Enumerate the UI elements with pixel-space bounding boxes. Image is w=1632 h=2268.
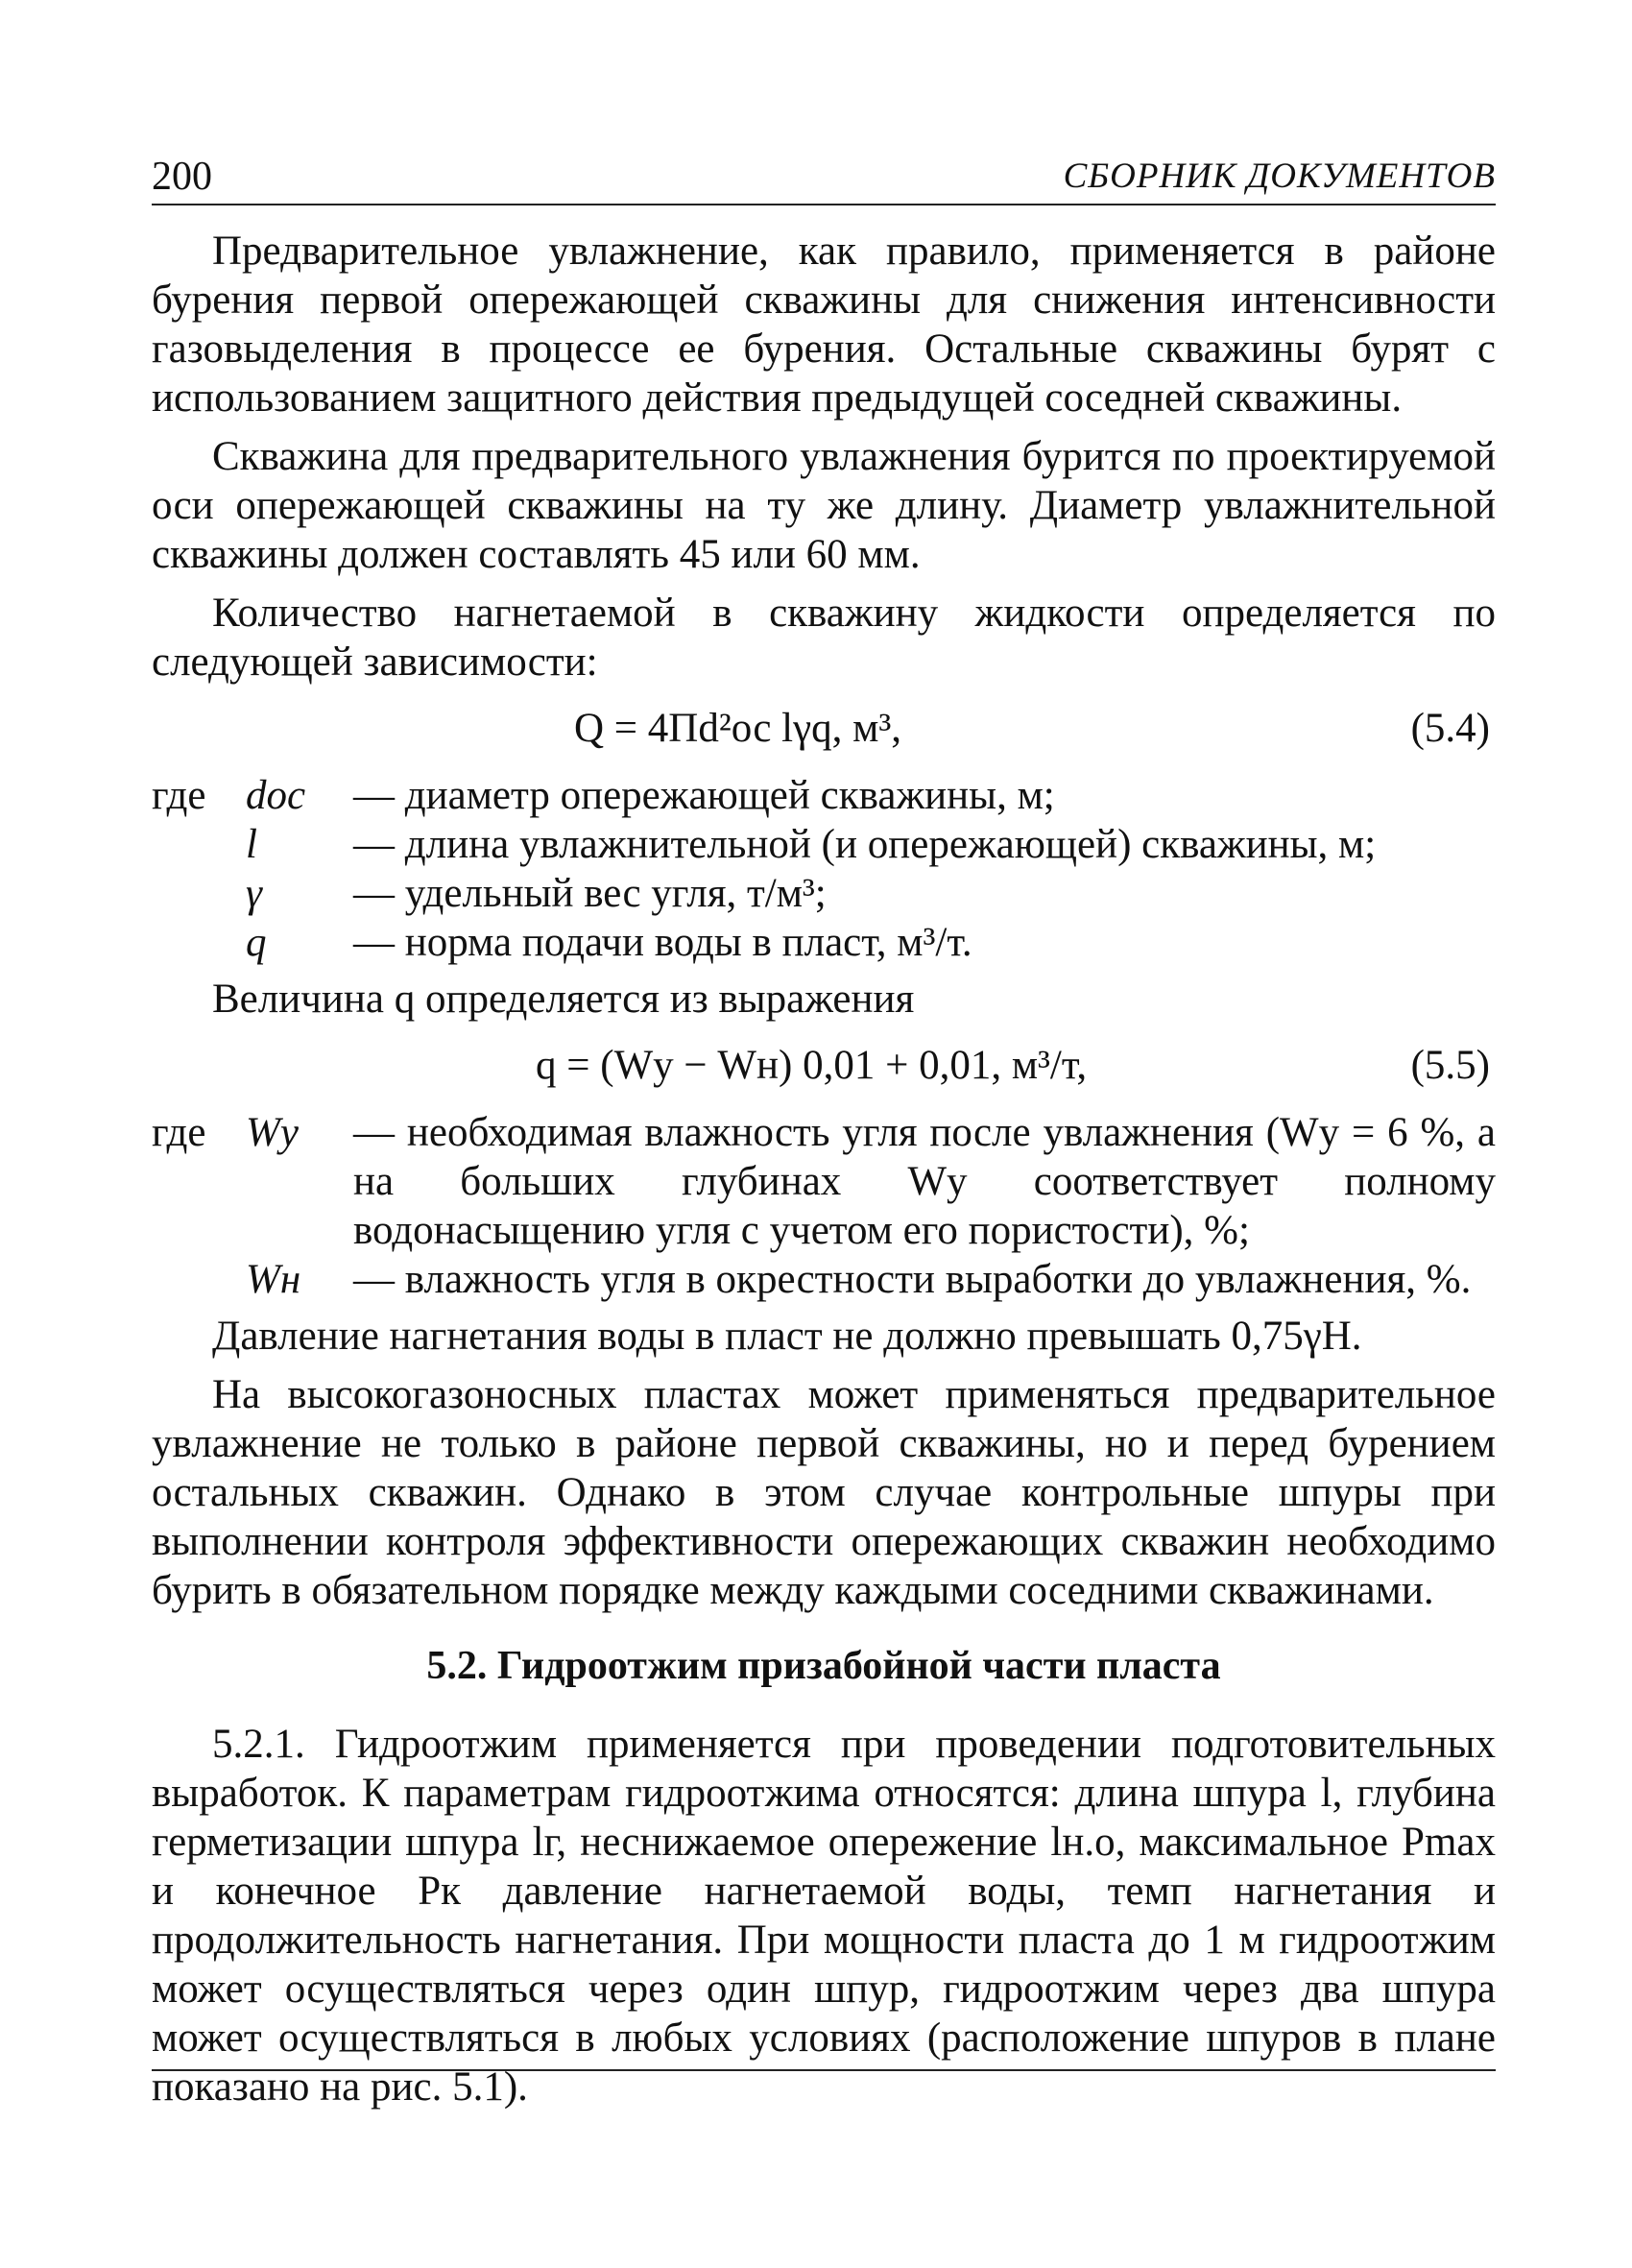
paragraph-1: Предварительное увлажнение, как правило, применяется в районе бурения первой опережающей скважины для снижения интенсивности газовыделения в процессе ее бурения. Остальные скважины бурят с использованием защитного действия предыдущей соседней скважины. [152,229,1496,421]
legend-row [152,1255,1496,1304]
page-header [152,144,1496,205]
document-page [152,144,1496,2121]
paragraph-2: Скважина для предварительного увлажнения бурится по проектируемой оси опережающей скважины на ту же длину. Диаметр увлажнительной скважины должен составлять 45 или 60 мм. [152,434,1496,577]
bottom-rule [152,2069,1496,2071]
paragraph-7: 5.2.1. Гидроотжим применяется при проведении подготовительных выработок. К параметрам гидроотжима относятся: длина шпура l, глубина герметизации шпура lг, неснижаемое опережение lн.о, максимальное Pmax и конечное Pк давление нагнетаемой воды, темп нагнетания и продолжительность нагнетания. При мощности пласта до 1 м гидроотжим может осуществляться через один шпур, гидроотжим через два шпура может осуществляться в любых условиях (расположение шпуров в плане показано на рис. 5.1). [152,1722,1496,2110]
formula-5-4 [152,696,1496,763]
formula-5-5-number: (5.5) [1410,1043,1490,1088]
running-title: СБОРНИК ДОКУМЕНТОВ [1063,157,1496,196]
legend-description: — необходимая влажность угля после увлажнения (Wу = 6 %, а на больших глубинах Wу соответствует полному водонасыщению угля с учетом его пористости), %; [353,1110,1496,1253]
legend-row [152,1108,1496,1255]
legend-formula-5-5 [152,1108,1496,1304]
legend-description: — длина увлажнительной (и опережающей) скважины, м; [353,822,1377,867]
legend-where [152,1255,228,1304]
page-body [152,227,1496,2111]
section-heading: 5.2. Гидроотжим призабойной части пласта [426,1644,1221,1688]
legend-symbol: l [246,822,257,867]
formula-5-4-expression: Q = 4Пd²ос lγq, м³, [574,706,901,751]
paragraph-6: На высокогазоносных пластах может применяться предварительное увлажнение не только в районе первой скважины, но и перед бурением остальных скважин. Однако в этом случае контрольные шпуры при выполнении контроля эффективности опережающих скважин необходимо бурить в обязательном порядке между каждыми соседними скважинами. [152,1372,1496,1613]
legend-symbol: γ [246,871,262,916]
legend-where: где [152,1110,206,1155]
page-number: 200 [152,155,212,199]
legend-description: — влажность угля в окрестности выработки до увлажнения, %. [353,1257,1472,1302]
legend-row [152,918,1496,967]
legend-where [152,820,228,869]
paragraph-4: Величина q определяется из выражения [212,977,915,1022]
formula-5-4-number: (5.4) [1410,706,1490,751]
legend-where: где [152,773,206,818]
legend-description: — норма подачи воды в пласт, м³/т. [353,920,972,965]
legend-formula-5-4 [152,771,1496,967]
legend-row [152,869,1496,918]
legend-row [152,771,1496,820]
formula-5-5-expression: q = (Wу − Wн) 0,01 + 0,01, м³/т, [536,1043,1088,1088]
legend-row [152,820,1496,869]
legend-symbol: Wн [246,1257,301,1302]
legend-where [152,918,228,967]
legend-description: — удельный вес угля, т/м³; [353,871,827,916]
legend-symbol: Wу [246,1110,299,1155]
legend-symbol: q [246,920,267,965]
paragraph-3: Количество нагнетаемой в скважину жидкости определяется по следующей зависимости: [152,591,1496,685]
paragraph-5: Давление нагнетания воды в пласт не должно превышать 0,75γH. [212,1314,1362,1359]
legend-symbol: dос [246,773,306,818]
formula-5-5 [152,1033,1496,1100]
legend-where [152,869,228,918]
legend-description: — диаметр опережающей скважины, м; [353,773,1055,818]
